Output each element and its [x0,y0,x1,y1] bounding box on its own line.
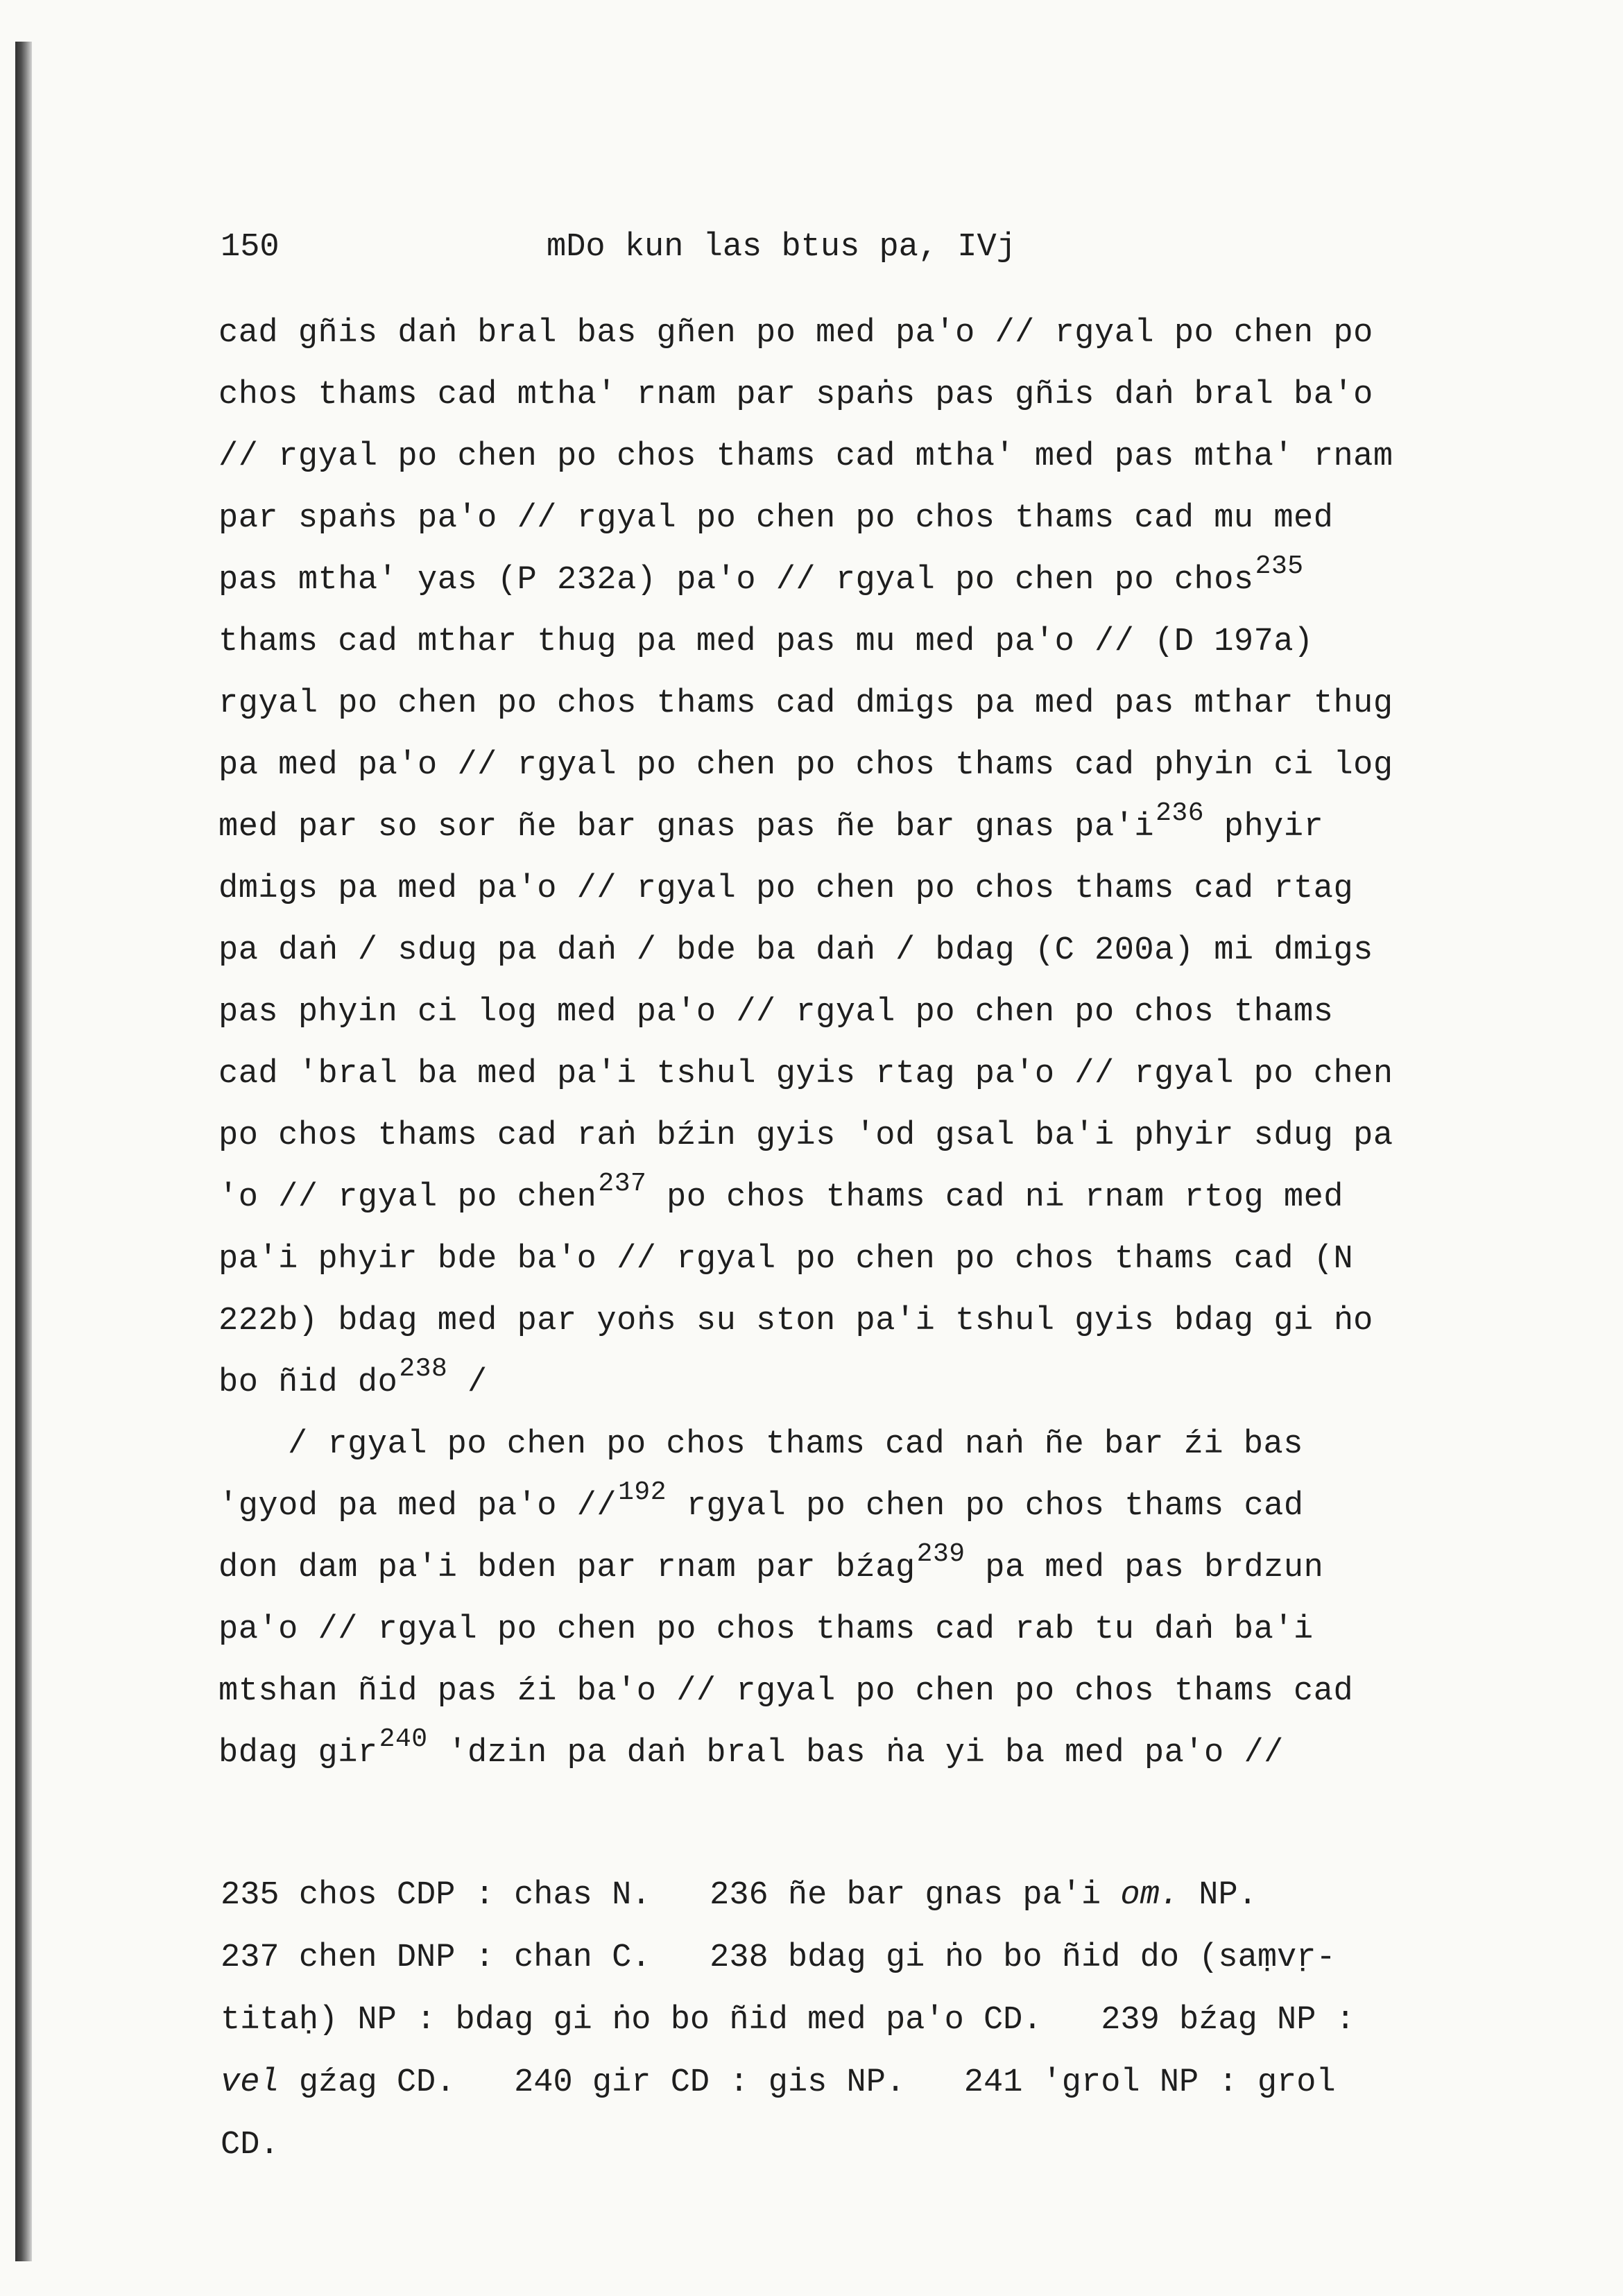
text-segment: 'dzin pa daṅ bral bas ṅa yi ba med pa'o // [427,1735,1284,1772]
footnote-reference: 235 [1255,551,1304,581]
text-line: pas phyin ci log med pa'o // rgyal po chen po chos thams [218,994,1334,1031]
footnote-reference: 238 [399,1354,448,1384]
text-line: rgyal po chen po chos thams cad dmigs pa med pas mthar thug [218,685,1393,722]
text-line [218,549,1467,611]
text-segment: / [447,1364,488,1401]
text-line: cad 'bral ba med pa'i tshul gyis rtag pa'o // rgyal po chen [218,1056,1393,1093]
footnote-abbreviation: om. [1120,1877,1180,1914]
text-line: po chos thams cad raṅ bźin gyis 'od gsal ba'i phyir sdug pa [218,1117,1393,1154]
footnote-reference: 237 [598,1169,647,1199]
text-segment: bdag gir [218,1735,378,1772]
footnote-text: 235 chos CDP : chas N. 236 ñe bar gnas pa'i [221,1877,1121,1914]
text-segment: rgyal po chen po chos thams cad [667,1488,1304,1525]
footnote-line: 237 chen DNP : chan C. 238 bdag gi ṅo bo ñid do (saṃvṛ- [221,1939,1336,1976]
footnote-reference: 236 [1156,798,1205,828]
text-segment: bo ñid do [218,1364,398,1401]
text-line: dmigs pa med pa'o // rgyal po chen po chos thams cad rtag [218,871,1354,907]
text-line [218,1352,1467,1414]
page-number: 150 [221,229,280,266]
text-line [218,1537,1467,1599]
text-line [218,796,1467,858]
text-segment: pas mtha' yas (P 232a) pa'o // rgyal po chen po chos [218,562,1254,599]
text-segment: po chos thams cad ni rnam rtog med [646,1179,1343,1216]
footnote-text: gźag CD. 240 gir CD : gis NP. 241 'grol NP : grol [279,2064,1336,2101]
page-header [221,223,1455,272]
text-segment: med par so sor ñe bar gnas pas ñe bar gnas pa'i [218,809,1155,846]
footnote-reference: 239 [916,1539,965,1569]
binding-edge [15,42,32,2261]
footnote-line [221,2052,1469,2114]
footnote-line [221,1865,1469,1927]
text-segment: pa med pas brdzun [965,1550,1324,1586]
text-line: chos thams cad mtha' rnam par spaṅs pas gñis daṅ bral ba'o [218,377,1373,413]
text-line: pa'i phyir bde ba'o // rgyal po chen po chos thams cad (N [218,1241,1354,1278]
text-segment: 'gyod pa med pa'o // [218,1488,617,1525]
running-title: mDo kun las btus pa, IVj [547,229,1016,266]
footnote-abbreviation: vel [221,2064,280,2101]
text-segment: don dam pa'i bden par rnam par bźag [218,1550,916,1586]
text-line: pa daṅ / sdug pa daṅ / bde ba daṅ / bdag (C 200a) mi dmigs [218,932,1373,969]
footnote-line: CD. [221,2127,280,2164]
text-line: / rgyal po chen po chos thams cad naṅ ñe bar źi bas [288,1426,1303,1463]
text-segment: 'o // rgyal po chen [218,1179,597,1216]
text-line: cad gñis daṅ bral bas gñen po med pa'o // rgyal po chen po [218,315,1373,352]
footnote-reference: 240 [379,1724,428,1754]
text-line: thams cad mthar thug pa med pas mu med pa'o // (D 197a) [218,624,1314,660]
text-segment: phyir [1204,809,1324,846]
footnote-text: NP. [1179,1877,1257,1914]
footnote-reference: 192 [618,1477,667,1507]
text-line: pa'o // rgyal po chen po chos thams cad rab tu daṅ ba'i [218,1611,1314,1648]
text-line [218,1167,1467,1228]
text-line: mtshan ñid pas źi ba'o // rgyal po chen po chos thams cad [218,1673,1354,1710]
text-line: par spaṅs pa'o // rgyal po chen po chos thams cad mu med [218,500,1334,537]
footnote-line: titaḥ) NP : bdag gi ṅo bo ñid med pa'o CD. 239 bźag NP : [221,2002,1355,2039]
text-line [218,1722,1467,1784]
footnotes [221,1865,1469,2177]
text-line [218,1475,1467,1537]
text-line: // rgyal po chen po chos thams cad mtha' med pas mtha' rnam [218,438,1393,475]
text-line: 222b) bdag med par yoṅs su ston pa'i tshul gyis bdag gi ṅo [218,1303,1373,1339]
text-line: pa med pa'o // rgyal po chen po chos thams cad phyin ci log [218,747,1393,784]
main-text [218,302,1467,1784]
